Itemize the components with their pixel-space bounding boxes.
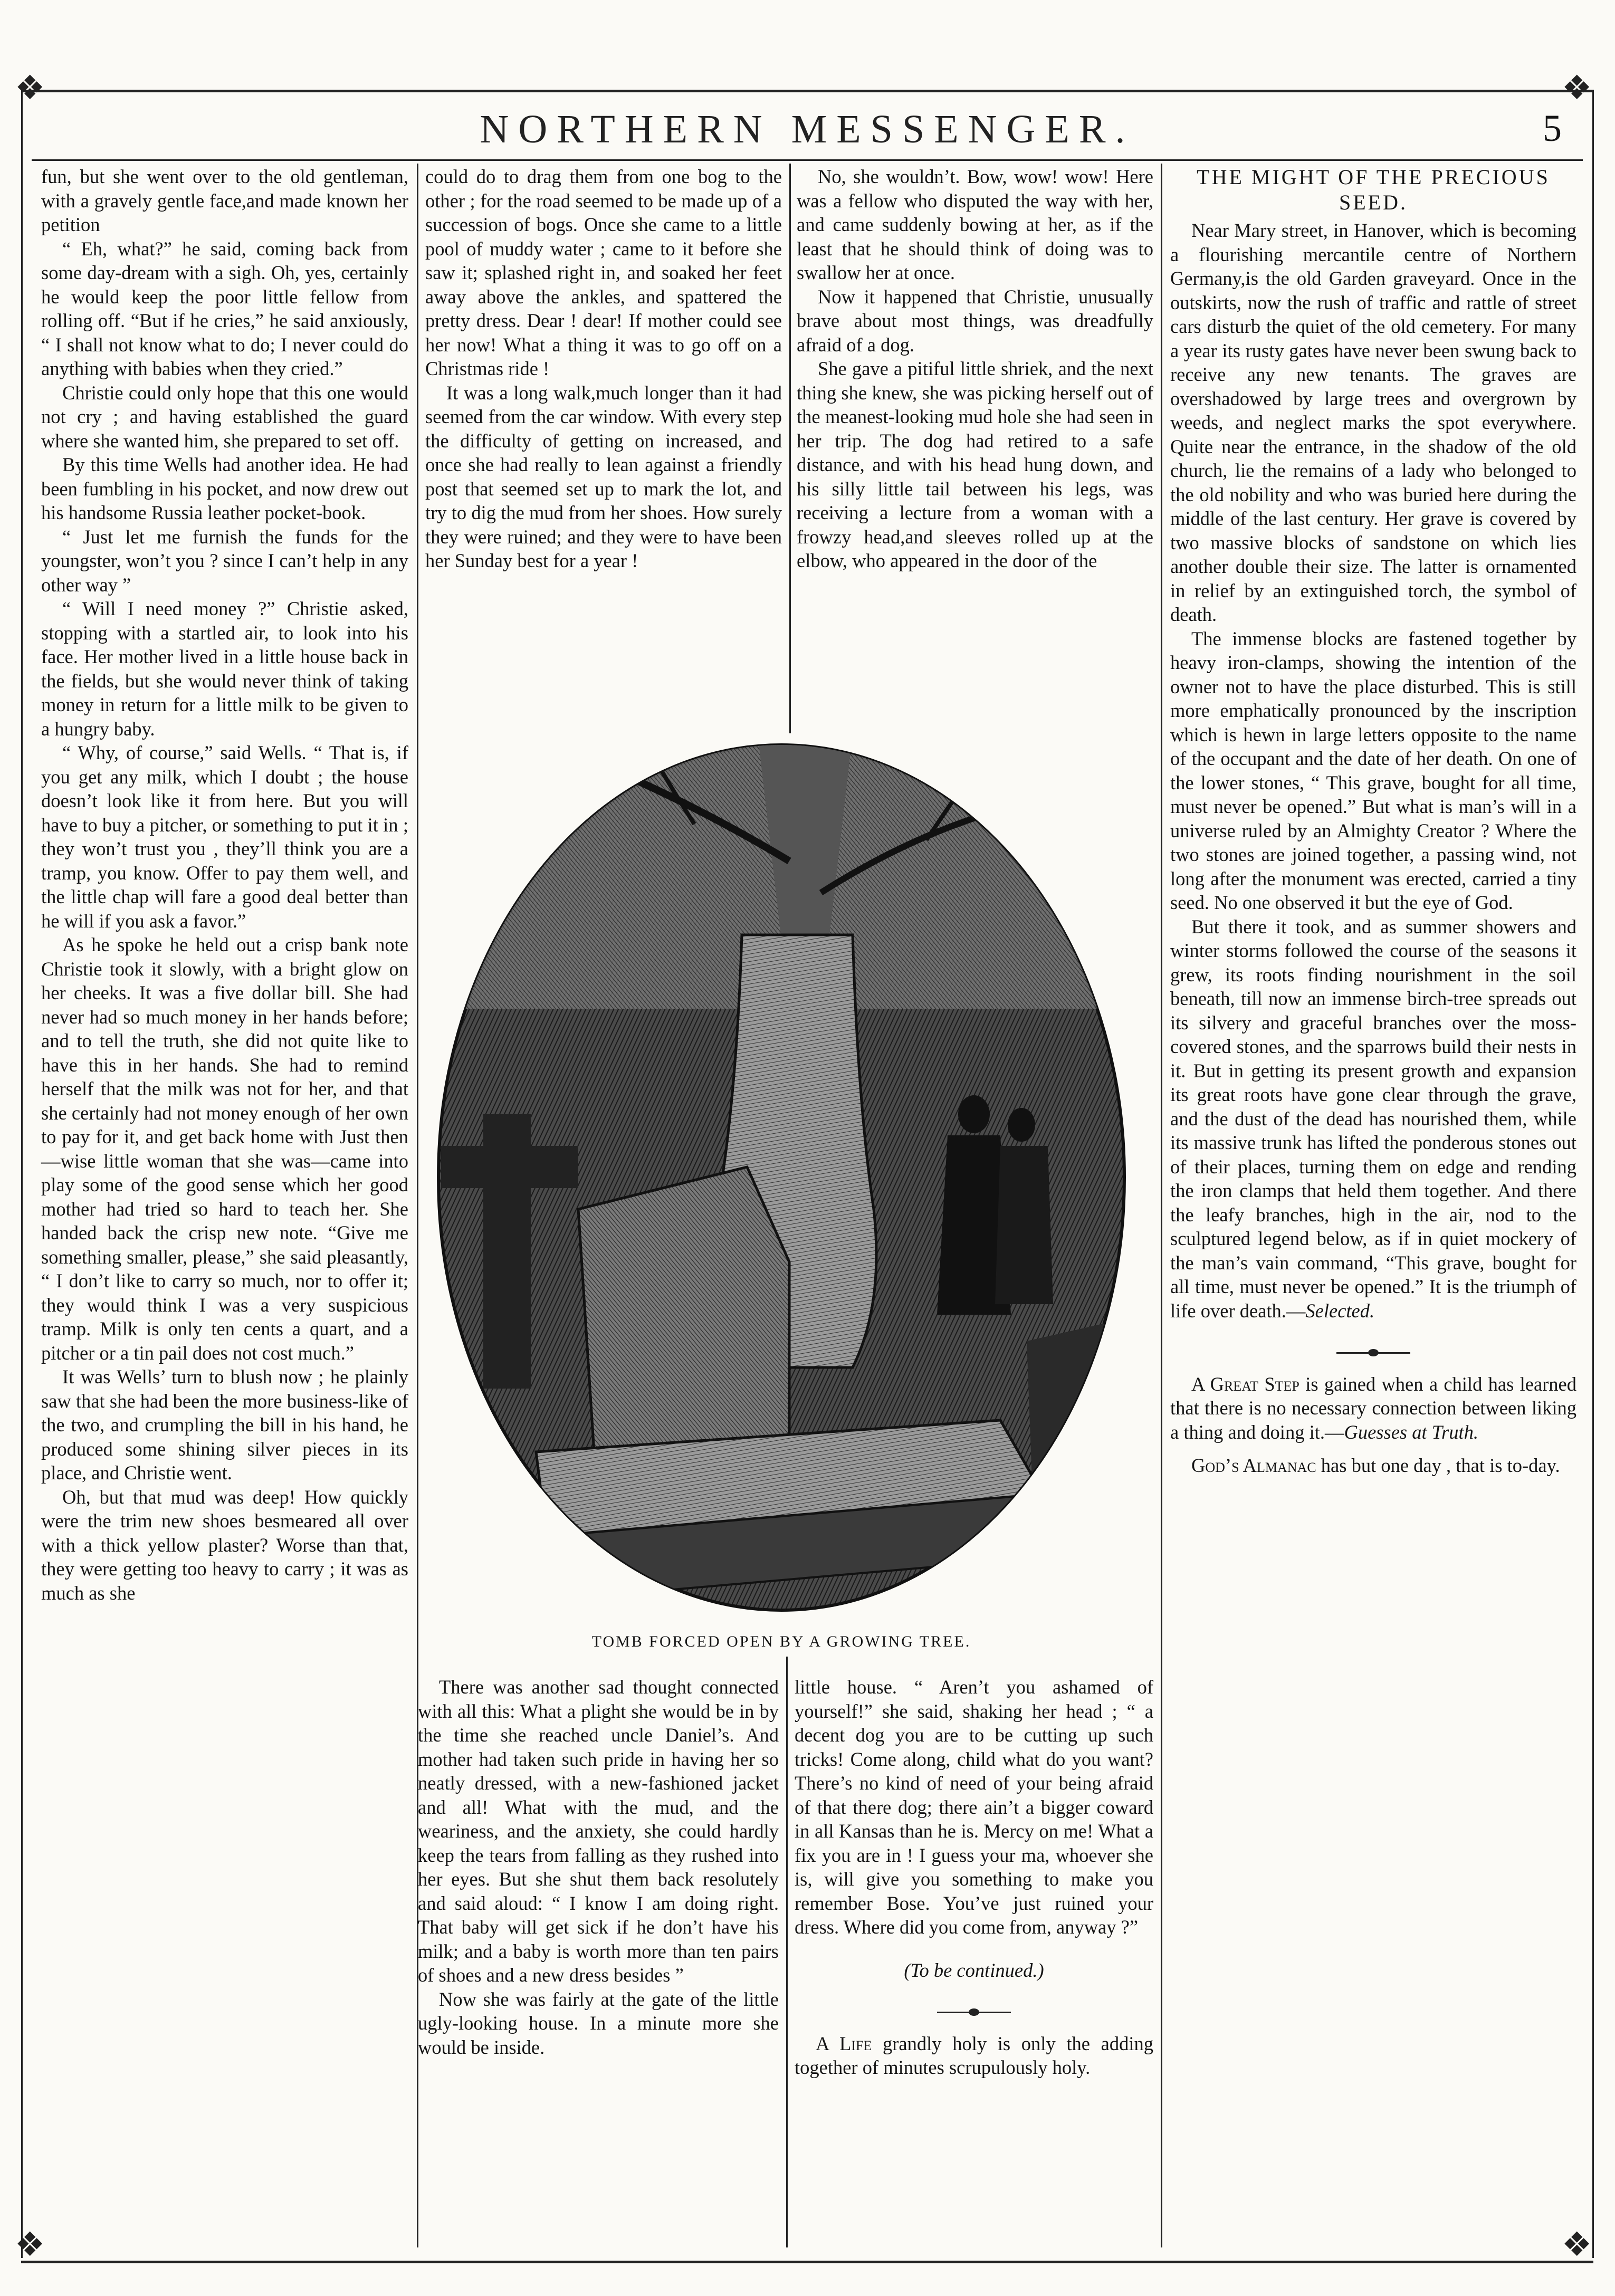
to-be-continued: (To be continued.): [904, 1959, 1044, 1981]
engraving-tomb-tree: [420, 734, 1143, 1621]
section-separator: [1170, 1335, 1576, 1360]
paragraph-text: has but one day , that is to-day.: [1321, 1455, 1560, 1476]
paragraph: Oh, but that mud was deep! How quickly were the trim new shoes besmeared all over with a thick yellow plaster? Worse than that, they were getting too heavy to carry ; it was as much as she: [41, 1486, 408, 1604]
paragraph-text: grandly holy is only the adding together of minutes scrupulously holy.: [795, 2032, 1153, 2078]
paragraph: fun, but she went over to the old gentleman, with a gravely gentle face,and made known her petition: [41, 166, 408, 235]
header-rule: [32, 159, 1583, 161]
illustration-caption: TOMB FORCED OPEN BY A GROWING TREE.: [591, 1633, 971, 1650]
lead-in: A Life: [816, 2032, 872, 2054]
paragraph: could do to drag them from one bog to the other ; for the road seemed to be made up of a succession of bogs. Once she came to a little pool of muddy water ; came to it before she saw it; splashed right in, and soaked her feet away above the ankles, and spattered the pretty dress. Dear ! dear! If mother could see her now! What a thing it was to go off on a Christmas ride !: [425, 166, 782, 379]
corner-ornament-icon: ❖: [15, 2225, 45, 2264]
page-header: [47, 101, 1567, 159]
column-2-top: [425, 165, 782, 573]
column-4: [1170, 165, 1576, 1478]
lead-in: A Great Step: [1191, 1373, 1299, 1395]
page-number: 5: [1543, 107, 1562, 149]
paragraph-text: is gained when a child has learned that there is no necessary connection between liking a thing and doing it.—: [1170, 1373, 1577, 1443]
source-credit: Guesses at Truth.: [1344, 1421, 1479, 1443]
paragraph: “ Just let me furnish the funds for the youngster, won’t you ? since I can’t help in any other way ”: [41, 525, 408, 596]
column-3-bottom: [795, 1675, 1153, 2080]
paragraph: As he spoke he held out a crisp bank note Christie took it slowly, with a bright glow on her cheeks. It was a five dollar bill. She had never had so much money in her hands before; and to tell the truth, she did not quite like to have this in her hands. She had to remind herself that the milk was not for her, and that she certainly had not money enough of her own to pay for it, and get back home with Just then—wise little woman that she was—came into play some of the good sense which her good mother had tried so hard to teach her. She handed back the crisp new note. “Give me something smaller, please,” she said pleasantly, “ I don’t like to carry so much, nor to offer it; they would think I was a very suspicious tramp. Milk is only ten cents a quart, and a pitcher or a tin pail does not cost much.”: [41, 934, 408, 1364]
paragraph: There was another sad thought connected with all this: What a plight she would be in by the time she reached uncle Daniel’s. And mother had taken such pride in having her so neatly dressed, with a new-fashioned jacket and all! What with the mud, and the weariness, and the anxiety, she could hardly keep the tears from falling as they rushed into her eyes. But she shut them back resolutely and said aloud: “ I know I am doing right. That baby will get sick if he don’t have his milk; and a baby is worth more than ten pairs of shoes and a new dress besides ”: [418, 1676, 779, 1986]
column-divider: [786, 1657, 788, 2247]
paragraph: little house. “ Aren’t you ashamed of yourself!” she said, shaking her head ; “ a decent dog you are to be cutting up such tricks! Come along, child what do you want? There’s no kind of need of your being afraid of that there dog; there ain’t a bigger coward in all Kansas than he is. Mercy on me! What a fix you are in ! I guess your ma, whoever she is, will give you something to make you remember Bose. You’ve just ruined your dress. Where did you come from, anyway ?”: [795, 1676, 1153, 1938]
corner-ornament-icon: ❖: [15, 69, 45, 108]
paragraph: Now she was fairly at the gate of the little ugly-looking house. In a minute more she would be inside.: [418, 1988, 779, 2058]
paragraph: “ Why, of course,” said Wells. “ That is, if you get any milk, which I doubt ; the house doesn’t look like it from here. But you will have to buy a pitcher, or something to put it in ; they won’t trust you , they’ll think you are a tramp, you know. Offer to pay them well, and the little chap will fare a good deal better than he will if you ask a favor.”: [41, 742, 408, 932]
column-divider: [1161, 164, 1162, 2247]
paragraph: “ Will I need money ?” Christie asked, stopping with a startled air, to look into his face. Her mother lived in a little house back in the fields, but she would never think of taking money in return for a little milk to be given to a hungry baby.: [41, 598, 408, 740]
paragraph: [795, 2032, 1153, 2080]
masthead-title: NORTHERN MESSENGER.: [480, 107, 1135, 151]
paragraph: She gave a pitiful little shriek, and the next thing she knew, she was picking herself out of the meanest-looking mud hole she had seen in her trip. The dog had retired to a safe distance, and with his head hung down, and his silly little tail between his legs, was receiving a lecture from a woman with a frowzy head,and sleeves rolled up at the elbow, who appeared in the door of the: [797, 358, 1153, 571]
paragraph: The immense blocks are fastened together by heavy iron-clamps, showing the intention of the owner not to have the place disturbed. This is still more emphatically pronounced by the inscription which is hewn in large letters opposite to the name of the occupant and the date of her death. On one of the lower stones, “ This grave, bought for all time, must never be opened.” But what is man’s will in a universe ruled by an Almighty Creator ? Where the two stones are joined together, a passing wind, not long after the monument was erected, carried a tiny seed. No one observed it but the eye of God.: [1170, 627, 1576, 913]
paragraph: No, she wouldn’t. Bow, wow! wow! Here was a fellow who disputed the way with her, and came suddenly bowing at her, as if the least that he should think of doing was to swallow her at once.: [797, 166, 1153, 283]
paragraph: “ Eh, what?” he said, coming back from some day-dream with a sigh. Oh, yes, certainly he would keep the poor little fellow from rolling off. “But if he cries,” he said anxiously, “ I shall not know what to do; I never could do anything with babies when they cried.”: [41, 237, 408, 379]
column-3-top: [797, 165, 1153, 573]
paragraph: Now it happened that Christie, unusually brave about most things, was dreadfully afraid of a dog.: [797, 285, 1153, 356]
paragraph: [1170, 1453, 1576, 1478]
corner-ornament-icon: ❖: [1562, 69, 1592, 108]
paragraph: It was a long walk,much longer than it had seemed from the car window. With every step the difficulty of getting on increased, and once she had really to lean against a friendly post that seemed set up to mark the lot, and try to dig the mud from her shoes. How surely they were ruined; and they were to have been her Sunday best for a year !: [425, 381, 782, 571]
source-credit: Selected.: [1305, 1299, 1375, 1322]
lead-in: God’s Almanac: [1191, 1455, 1316, 1476]
column-divider: [789, 164, 791, 733]
paragraph: [1170, 1372, 1576, 1444]
paragraph: By this time Wells had another idea. He had been fumbling in his pocket, and now drew out his handsome Russia leather pocket-book.: [41, 454, 408, 523]
article-title: THE MIGHT OF THE PRECIOUS SEED.: [1197, 165, 1550, 214]
column-1: [41, 165, 408, 1605]
corner-ornament-icon: ❖: [1562, 2225, 1592, 2264]
column-2-bottom: [418, 1675, 779, 2059]
paragraph: Christie could only hope that this one would not cry ; and having established the guard where she wanted him, she prepared to set off.: [41, 381, 408, 452]
paragraph: Near Mary street, in Hanover, which is becoming a flourishing mercantile centre of Northern Germany,is the old Garden graveyard. Once in the outskirts, now the rush of traffic and rattle of street cars disturb the quiet of the old cemetery. For many a year its rusty gates have never been swung back to receive any new tenants. The graves are overshadowed by large trees and overgrown by weeds, and neglect marks the spot everywhere. Quite near the entrance, in the shadow of the old church, lie the remains of a lady who belonged to the old nobility and who was buried here during the middle of the last century. Her grave is covered by two massive blocks of sandstone on which lies another double their size. The latter is ornamented in relief by an extinguished torch, the symbol of death.: [1170, 219, 1576, 625]
frame-right-rule: [1592, 90, 1594, 2258]
paragraph: It was Wells’ turn to blush now ; he plainly saw that she had been the more business-like of the two, and crumpling the bill in his hand, he produced some shining silver pieces in its place, and Christie went.: [41, 1366, 408, 1484]
paragraph: [1170, 915, 1576, 1323]
section-separator: [795, 1995, 1153, 2019]
frame-left-rule: [21, 90, 23, 2258]
paragraph-text: But there it took, and as summer showers and winter storms followed the course of the seasons it grew, its roots finding nourishment in the soil beneath, till now an immense birch-tree spreads out its silvery and graceful branches over the moss-covered stones, and the sparrows build their nests in it. But in getting its present growth and expansion its great roots have gone clear through the grave, and the dust of the dead has nourished them, while its massive trunk has lifted the ponderous stones out of their places, turning them on edge and rending the iron clamps that held them together. And there the leafy branches, high in the air, nod to the sculptured legend below, as if in quiet mockery of the man’s vain command, “This grave, bought for all time, must never be opened.” It is the triumph of life over death.—: [1170, 915, 1576, 1322]
